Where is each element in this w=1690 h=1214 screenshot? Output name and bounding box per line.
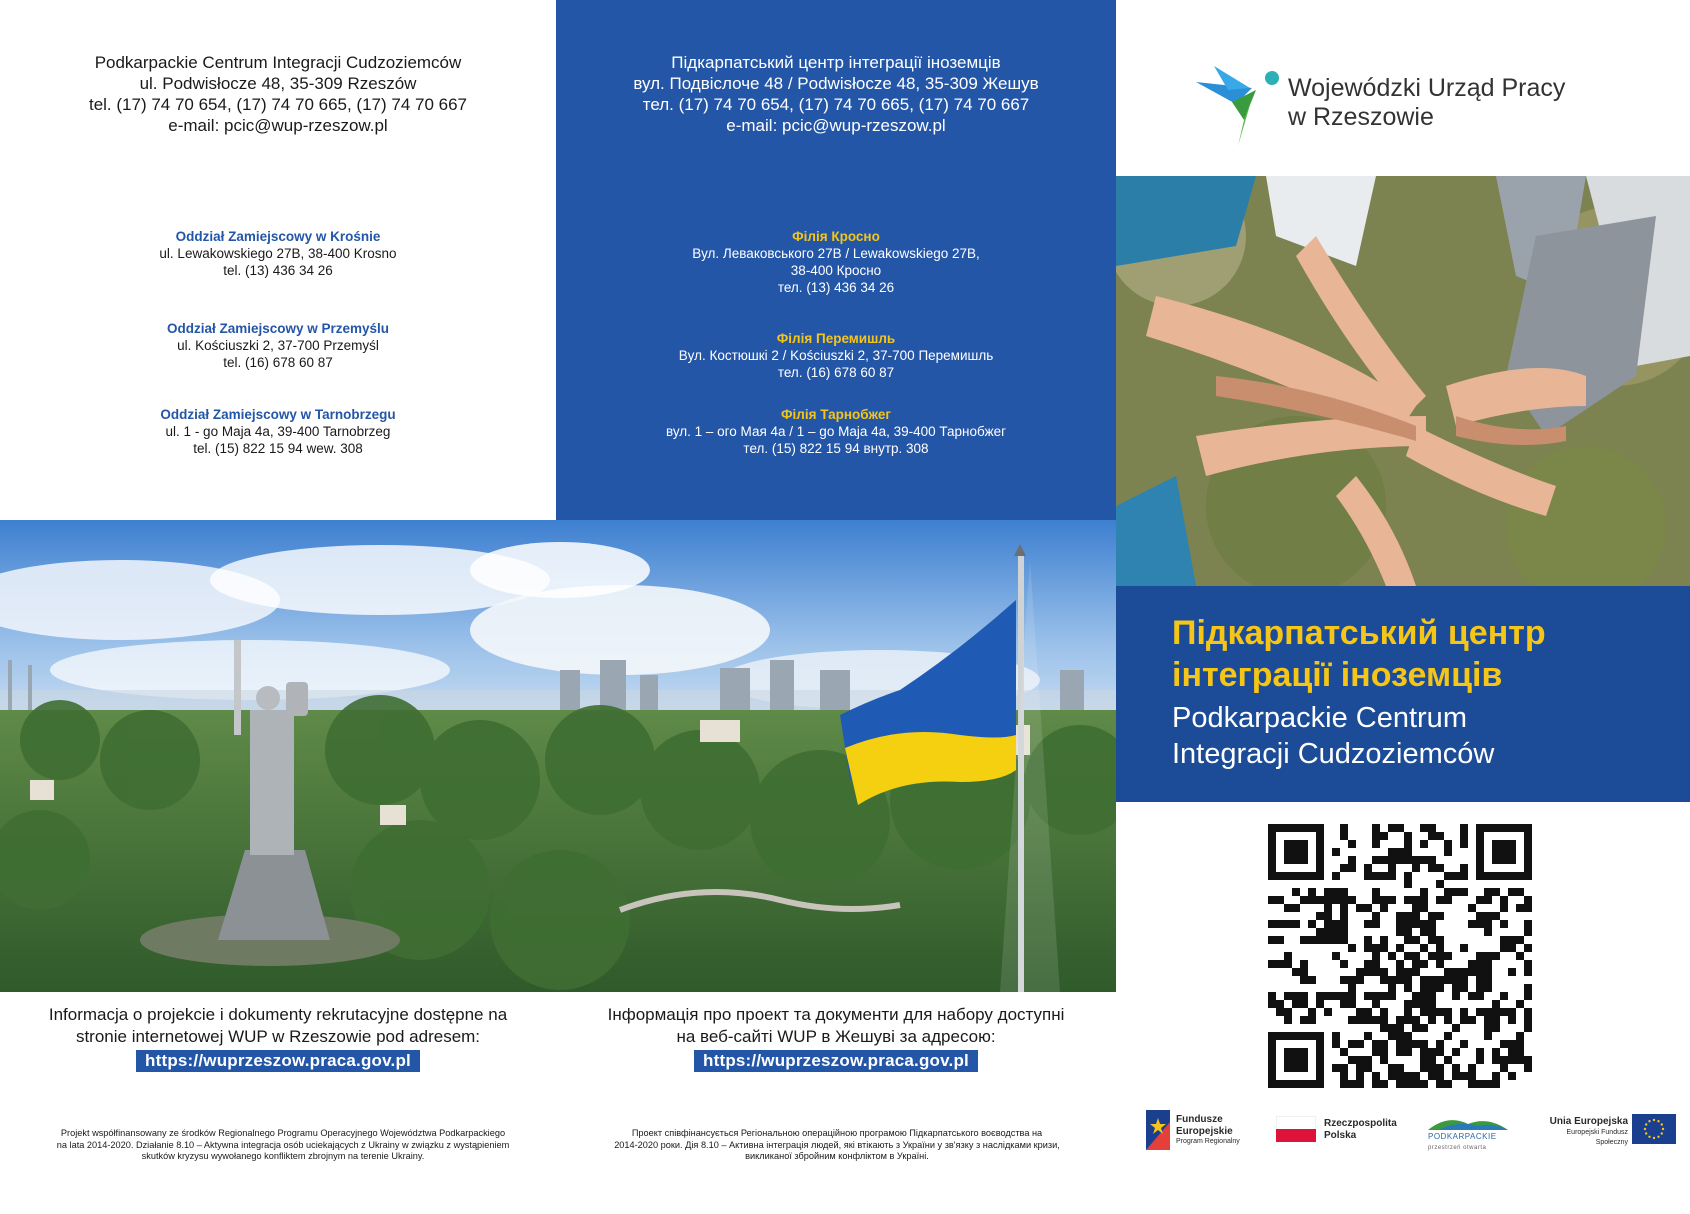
logo-line: w Rzeszowie: [1288, 103, 1434, 131]
branch-address: вул. 1 – ого Мая 4а / 1 – go Maja 4a, 39-400 Тарнобжег: [665, 424, 1007, 439]
podkarpackie-hills-icon: [1428, 1114, 1508, 1130]
info-line-2: stronie internetowej WUP w Rzeszowie pod adresem:: [75, 1027, 481, 1046]
project-info-pl: [0, 1004, 556, 1072]
branch-przemysl-pl: [0, 320, 556, 371]
title-polish: [1172, 700, 1690, 772]
wup-logo-text: [1288, 74, 1565, 132]
branch-tarnobrzeg-ua: [556, 406, 1116, 457]
title-band: [1116, 586, 1690, 802]
main-contact-ua: [556, 52, 1116, 136]
branch-name: Oddział Zamiejscowy w Krośnie: [175, 229, 381, 244]
branch-phone: тел. (15) 822 15 94 внутр. 308: [743, 441, 929, 456]
fe-logo: [1146, 1108, 1256, 1154]
project-info-ua: [558, 1004, 1114, 1072]
podkarpackie-logo: [1428, 1108, 1518, 1154]
ukrainian-contact-panel: [556, 0, 1116, 520]
qr-code-icon[interactable]: [1268, 824, 1532, 1088]
branch-krosno-ua: [556, 228, 1116, 296]
hands-together-photo: [1116, 176, 1690, 586]
branch-name: Oddział Zamiejscowy w Przemyślu: [166, 321, 390, 336]
contact-email: e-mail: pcic@wup-rzeszow.pl: [726, 116, 946, 135]
contact-address: ul. Podwisłocze 48, 35-309 Rzeszów: [139, 74, 417, 93]
branch-address: ul. Lewakowskiego 27B, 38-400 Krosno: [159, 246, 397, 261]
kyiv-landscape-photo: [0, 520, 1116, 992]
contact-phone: tel. (17) 74 70 654, (17) 74 70 665, (17) 74 70 667: [88, 95, 468, 114]
contact-phone: тел. (17) 74 70 654, (17) 74 70 665, (17) 74 70 667: [642, 95, 1030, 114]
fe-text: Fundusze: [1176, 1114, 1223, 1125]
ue-text: Unia Europejska: [1549, 1116, 1628, 1127]
contact-org-name: Підкарпатський центр інтеграції іноземців: [671, 53, 1001, 72]
footnote-line: 2014-2020 роки. Дія 8.10 – Активна інтеграція людей, які втікають з України у зв'язку з наслідками кризи,: [614, 1139, 1060, 1150]
info-line-1: Інформація про проект та документи для набору доступні: [607, 1005, 1065, 1024]
branch-name: Філія Кросно: [792, 229, 880, 244]
wup-logo: [1192, 60, 1592, 150]
title-line: Integracji Cudzoziemców: [1172, 738, 1495, 770]
ue-subtext: Europejski Fundusz Społeczny: [1566, 1128, 1628, 1146]
branch-phone: тел. (13) 436 34 26: [777, 280, 895, 295]
branch-phone: tel. (15) 822 15 94 wew. 308: [193, 441, 363, 456]
footnote-line: Projekt współfinansowany ze środków Regionalnego Programu Operacyjnego Województwa Podkarpackiego: [60, 1128, 506, 1138]
branch-name: Oddział Zamiejscowy w Tarnobrzegu: [160, 407, 396, 422]
polish-contact-panel: [0, 0, 556, 520]
website-link-pl[interactable]: https://wuprzeszow.praca.gov.pl: [136, 1050, 420, 1072]
branch-address: ul. 1 - go Maja 4a, 39-400 Tarnobrzeg: [165, 424, 391, 439]
rp-text: Polska: [1324, 1129, 1357, 1141]
branch-name: Філія Тарнобжег: [781, 407, 891, 422]
title-line: Podkarpackie Centrum: [1172, 702, 1467, 734]
branch-address-2: 38-400 Кросно: [790, 263, 882, 278]
footnote-line: skutków kryzysu wywołanego konfliktem zbrojnym na terenie Ukrainy.: [141, 1151, 425, 1161]
polish-flag-icon: [1276, 1116, 1316, 1142]
title-line: інтеграції іноземців: [1172, 656, 1503, 694]
fe-text: Europejskie: [1176, 1125, 1233, 1137]
info-line-1: Informacja o projekcie i dokumenty rekrutacyjne dostępne na: [48, 1005, 508, 1024]
branch-phone: tel. (13) 436 34 26: [223, 263, 333, 278]
logo-line: Wojewódzki Urząd Pracy: [1288, 74, 1566, 102]
podk-text: PODKARPACKIE: [1428, 1132, 1497, 1141]
ue-logo: [1542, 1108, 1676, 1154]
funding-logos-strip: [1146, 1108, 1676, 1158]
branch-name: Філія Перемишль: [776, 331, 896, 346]
branch-phone: тел. (16) 678 60 87: [777, 365, 895, 380]
footnote-line: Проект співфінансується Регіональною операційною програмою Підкарпатського воєводства на: [631, 1128, 1043, 1138]
rp-logo: [1276, 1108, 1396, 1154]
wup-bird-icon: [1192, 60, 1282, 150]
fe-subtext: Program Regionalny: [1176, 1138, 1240, 1145]
title-line: Підкарпатський центр: [1172, 614, 1546, 652]
branch-address: Вул. Леваковського 27В / Lewakowskiego 27B,: [692, 246, 980, 261]
cover-panel: [1116, 0, 1690, 1214]
contact-org-name: Podkarpackie Centrum Integracji Cudzoziemców: [94, 53, 462, 72]
branch-tarnobrzeg-pl: [0, 406, 556, 457]
contact-email: e-mail: pcic@wup-rzeszow.pl: [168, 116, 388, 135]
eu-flag-icon: [1632, 1114, 1676, 1144]
branch-krosno-pl: [0, 228, 556, 279]
website-link-ua[interactable]: https://wuprzeszow.praca.gov.pl: [694, 1050, 978, 1072]
fe-star-icon: [1146, 1110, 1170, 1150]
title-ukrainian: [1172, 612, 1690, 696]
branch-address: Вул. Костюшкі 2 / Kościuszki 2, 37-700 Перемишль: [678, 348, 994, 363]
funding-note-pl: [38, 1128, 528, 1163]
info-line-2: на веб-сайті WUP в Жешуві за адресою:: [676, 1027, 996, 1046]
rp-text: Rzeczpospolita: [1324, 1118, 1397, 1129]
branch-address: ul. Kościuszki 2, 37-700 Przemyśl: [177, 338, 379, 353]
main-contact-pl: [0, 52, 556, 136]
footnote-line: викликаної збройним конфліктом в Україні.: [745, 1151, 929, 1161]
branch-przemysl-ua: [556, 330, 1116, 381]
branch-phone: tel. (16) 678 60 87: [223, 355, 333, 370]
podk-subtext: przestrzeń otwarta: [1428, 1144, 1487, 1151]
funding-note-ua: [592, 1128, 1082, 1163]
footnote-line: na lata 2014-2020. Działanie 8.10 – Aktywna integracja osób uciekających z Ukrainy w związku z wystąpieniem: [56, 1139, 510, 1150]
contact-address: вул. Подвіслоче 48 / Podwisłocze 48, 35-309 Жешув: [633, 74, 1039, 93]
